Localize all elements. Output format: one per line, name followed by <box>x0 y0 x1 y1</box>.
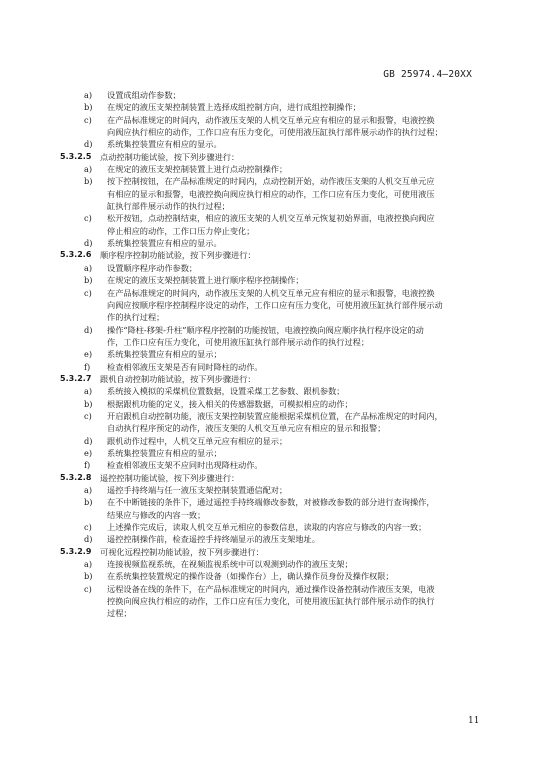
section-heading <box>60 472 492 484</box>
list-item-label: a) <box>84 559 93 570</box>
list-item-continuation <box>60 607 492 619</box>
section-number: 5.3.2.6 <box>60 250 92 260</box>
list-item-continuation <box>60 126 492 138</box>
line-text: 可视化远程控制功能试验，按下列步骤进行： <box>100 546 264 557</box>
list-item-label: a) <box>84 164 93 175</box>
line-text: 设置成组动作参数； <box>107 90 181 100</box>
line-text: 开启跟机自动控制功能，液压支架控制装置应能根据采煤机位置，在产品标准规定的时间内， <box>107 410 443 421</box>
list-item-continuation <box>60 422 492 434</box>
line-text: 检查相邻液压支架是否有同时降柱的动作。 <box>107 361 263 372</box>
list-item-label: b) <box>84 571 93 582</box>
list-item <box>60 348 492 360</box>
list-item <box>60 274 492 286</box>
list-item <box>60 447 492 459</box>
list-item <box>60 410 492 422</box>
line-text: 上述操作完成后，读取人机交互单元相应的参数信息，读取的内容应与修改的内容一致； <box>107 522 427 533</box>
list-item-label: c) <box>84 287 92 298</box>
line-text: 系统集控装置应有相应的显示。 <box>107 238 222 249</box>
section-number: 5.3.2.8 <box>60 472 92 482</box>
line-text: 在系统集控装置规定的操作设备（如操作台）上，确认操作员身份及操作权限； <box>107 571 394 582</box>
section-heading <box>60 373 492 385</box>
list-item <box>60 163 492 175</box>
line-text: 系统集控装置应有相应的显示； <box>107 349 222 360</box>
section-heading <box>60 249 492 261</box>
page-number: 11 <box>468 716 480 726</box>
list-item <box>60 558 492 570</box>
list-item-label: f) <box>84 361 91 372</box>
list-item <box>60 583 492 595</box>
line-text: 顺序程序控制功能试验，按下列步骤进行： <box>100 250 256 261</box>
line-text: 遥控手持终端与任一液压支架控制装置通信配对； <box>107 485 288 495</box>
line-text: 过程； <box>107 608 132 619</box>
line-text: 停止相应的动作，工作口压力停止变化； <box>107 225 255 236</box>
line-text: 缸执行部件展示动作的执行过程； <box>107 201 230 212</box>
line-text: 向阀应按顺序程序控制程序设定的动作，工作口应有压力变化，可使用液压缸执行部件展示动 <box>107 299 443 310</box>
line-text: 远程设备在线的条件下，在产品标准规定的时间内，通过操作设备控制动作液压支架，电液 <box>107 583 435 594</box>
line-text: 跟机自动控制功能试验，按下列步骤进行： <box>100 373 256 384</box>
list-item-label: e) <box>84 447 93 458</box>
list-item <box>60 570 492 582</box>
list-item-label: a) <box>84 485 93 495</box>
list-item-continuation <box>60 311 492 323</box>
list-item-label: a) <box>84 90 93 100</box>
line-text: 向阀应执行相应的动作，工作口应有压力变化，可使用液压缸执行部件展示动作的执行过程； <box>107 127 443 138</box>
list-item <box>60 212 492 224</box>
line-text: 在规定的液压支架控制装置上选择成组控制方向，进行成组控制操作； <box>107 102 361 113</box>
line-text: 在规定的液压支架控制装置上进行顺序程序控制操作； <box>107 275 304 286</box>
list-item <box>60 496 492 508</box>
section-heading <box>60 546 492 558</box>
list-item-label: d) <box>84 324 93 335</box>
line-text: 系统集控装置应有相应的显示。 <box>107 139 222 150</box>
list-item <box>60 114 492 126</box>
list-item <box>60 361 492 373</box>
document-body <box>60 89 492 620</box>
line-text: 松开按钮，点动控制结束，相应的液压支架的人机交互单元恢复初始界面，电液控换向阀应 <box>107 213 435 224</box>
section-number: 5.3.2.7 <box>60 373 92 383</box>
line-text: 结果应与修改的内容一致； <box>107 509 206 520</box>
list-item-continuation <box>60 509 492 521</box>
list-item <box>60 435 492 447</box>
list-item-label: c) <box>84 410 92 421</box>
section-heading <box>60 151 492 163</box>
line-text: 按下控制按钮，在产品标准规定的时间内，点动控制开始，动作液压支架的人机交互单元应 <box>107 176 435 187</box>
list-item <box>60 89 492 101</box>
list-item <box>60 521 492 533</box>
line-text: 自动执行程序预定的动作，液压支架的人机交互单元应有相应的显示和报警； <box>107 423 386 434</box>
list-item-continuation <box>60 595 492 607</box>
line-text: 遥控控制操作前，检查遥控手持终端显示的液压支架地址。 <box>107 534 320 545</box>
list-item-continuation <box>60 299 492 311</box>
list-item <box>60 262 492 274</box>
line-text: 作，工作口应有压力变化，可使用液压缸执行部件展示动作的执行过程； <box>107 336 370 347</box>
list-item-label: b) <box>84 176 93 187</box>
list-item-label: b) <box>84 102 93 113</box>
line-text: 连接视频监视系统，在视频监视系统中可以观测到动作的液压支架； <box>107 559 353 570</box>
list-item <box>60 533 492 545</box>
list-item-continuation <box>60 225 492 237</box>
line-text: 作的执行过程； <box>107 312 165 323</box>
line-text: 系统集控装置应有相应的显示； <box>107 447 222 458</box>
list-item-label: c) <box>84 114 92 125</box>
list-item-label: d) <box>84 435 93 446</box>
list-item-label: c) <box>84 522 92 533</box>
standard-number: GB 25974.4—20XX <box>383 69 472 80</box>
section-number: 5.3.2.5 <box>60 151 92 161</box>
list-item-continuation <box>60 188 492 200</box>
list-item <box>60 101 492 113</box>
line-text: 检查相邻液压支架不应同时出现降柱动作。 <box>107 460 263 471</box>
list-item-label: d) <box>84 238 93 249</box>
list-item <box>60 237 492 249</box>
list-item-label: c) <box>84 213 92 224</box>
line-text: 点动控制功能试验，按下列步骤进行： <box>100 151 240 162</box>
list-item <box>60 287 492 299</box>
list-item-label: b) <box>84 497 93 508</box>
line-text: 系统接入模拟的采煤机位置数据，设置采煤工艺参数、跟机参数； <box>107 386 345 397</box>
line-text: 在规定的液压支架控制装置上进行点动控制操作； <box>107 164 288 175</box>
list-item-label: c) <box>84 583 92 594</box>
line-text: 在产品标准规定的时间内，动作液压支架的人机交互单元应有相应的显示和报警，电液控换 <box>107 114 435 125</box>
list-item-label: d) <box>84 139 93 150</box>
line-text: 设置顺序程序动作参数； <box>107 262 198 273</box>
list-item <box>60 138 492 150</box>
line-text: 有相应的显示和报警，电液控换向阀应执行相应的动作，工作口应有压力变化，可使用液压 <box>107 188 435 199</box>
line-text: 控换向阀应执行相应的动作，工作口应有压力变化，可使用液压缸执行部件展示动作的执行 <box>107 596 435 607</box>
list-item-label: b) <box>84 398 93 409</box>
list-item <box>60 459 492 471</box>
line-text: 遥控控制功能试验，按下列步骤进行： <box>100 472 240 483</box>
list-item-label: a) <box>84 386 93 397</box>
list-item-continuation <box>60 200 492 212</box>
list-item <box>60 398 492 410</box>
line-text: 跟机动作过程中，人机交互单元应有相应的显示； <box>107 435 288 446</box>
list-item-label: b) <box>84 275 93 286</box>
list-item-label: e) <box>84 349 93 360</box>
line-text: 操作“降柱-移架-升柱”顺序程序控制的功能按钮，电液控换向阀应顺序执行程序设定的动 <box>107 324 424 335</box>
list-item-label: d) <box>84 534 93 545</box>
list-item-label: f) <box>84 460 91 471</box>
line-text: 在产品标准规定的时间内，动作液压支架的人机交互单元应有相应的显示和报警，电液控换 <box>107 287 435 298</box>
list-item <box>60 385 492 397</box>
list-item-label: a) <box>84 262 93 273</box>
list-item <box>60 324 492 336</box>
line-text: 根据跟机功能的定义，接入相关的传感器数据，可模拟相应的动作； <box>107 398 353 409</box>
line-text: 在不中断链接的条件下，通过遥控手持终端修改参数，对被修改参数的部分进行查询操作， <box>107 497 435 508</box>
section-number: 5.3.2.9 <box>60 546 92 556</box>
list-item-continuation <box>60 336 492 348</box>
list-item <box>60 175 492 187</box>
list-item <box>60 484 492 496</box>
